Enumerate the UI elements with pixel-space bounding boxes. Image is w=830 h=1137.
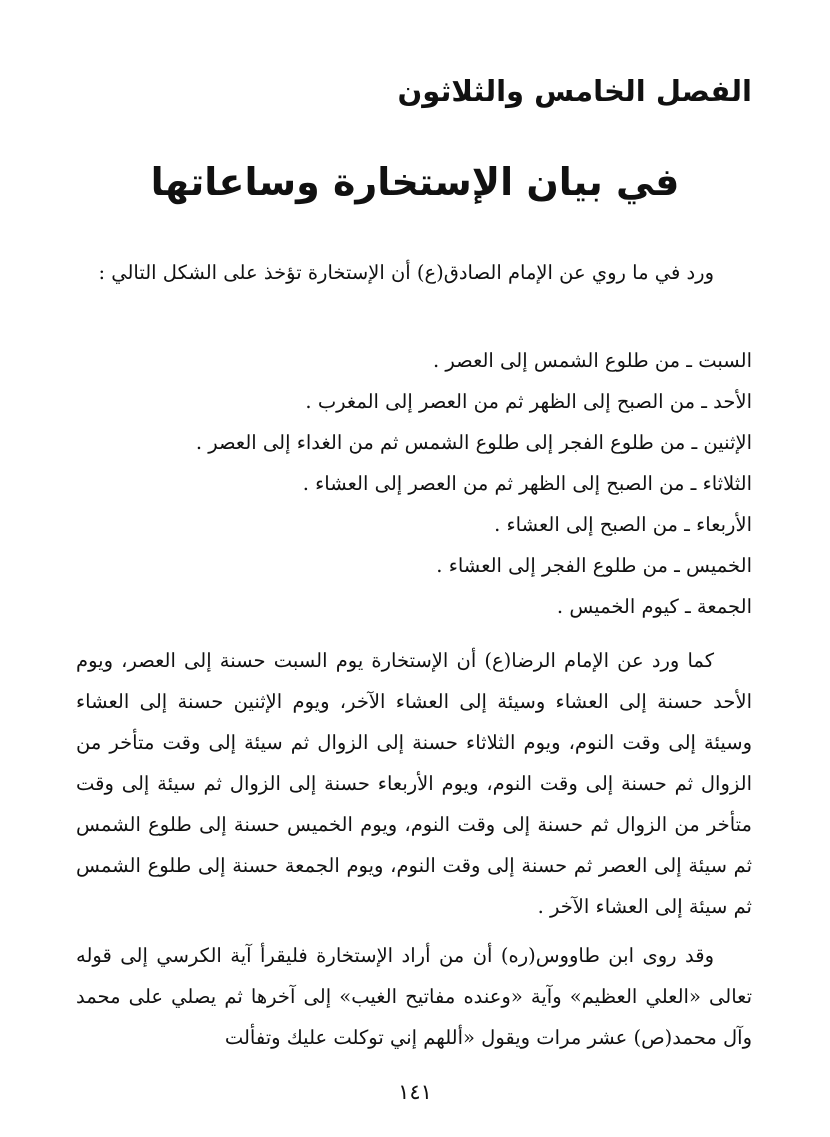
intro-paragraph: ورد في ما روي عن الإمام الصادق(ع) أن الإستخارة تؤخذ على الشكل التالي : — [98, 261, 714, 284]
list-item: الخميس ـ من طلوع الفجر إلى العشاء . — [436, 554, 752, 577]
section-title: في بيان الإستخارة وساعاتها — [150, 160, 680, 204]
list-item: الإثنين ـ من طلوع الفجر إلى طلوع الشمس ثم من الغداء إلى العصر . — [195, 431, 752, 454]
tawus-paragraph: وقد روى ابن طاووس(ره) أن من أراد الإستخارة فليقرأ آية الكرسي إلى قوله تعالى «العلي العظيم» وآية «وعنده مفاتيح الغيب» إلى آخرها ثم يصلي على محمد وآل محمد(ص) عشر مرات ويقول «أللهم إني توكلت عليك وتفألت — [76, 944, 752, 1049]
rida-paragraph: كما ورد عن الإمام الرضا(ع) أن الإستخارة يوم السبت حسنة إلى العصر، ويوم الأحد حسنة إلى العشاء وسيئة إلى العشاء الآخر، ويوم الإثنين حسنة إلى العشاء وسيئة إلى وقت النوم، ويوم الثلاثاء حسنة إلى الزوال ثم سيئة إلى وقت متأخر من الزوال ثم حسنة إلى وقت النوم، ويوم الأربعاء حسنة إلى الزوال ثم سيئة إلى وقت متأخر من الزوال ثم حسنة إلى وقت النوم، ويوم الخميس حسنة إلى طلوع الشمس ثم سيئة إلى العصر ثم حسنة إلى وقت النوم، ويوم الجمعة حسنة إلى طلوع الشمس ثم سيئة إلى العشاء الآخر . — [76, 649, 752, 918]
day-times-list — [112, 340, 752, 627]
list-item: السبت ـ من طلوع الشمس إلى العصر . — [433, 349, 752, 372]
page-number: ١٤١ — [398, 1080, 432, 1104]
list-item: الجمعة ـ كيوم الخميس . — [556, 595, 752, 618]
list-item: الأربعاء ـ من الصبح إلى العشاء . — [494, 513, 752, 536]
chapter-title: الفصل الخامس والثلاثون — [397, 74, 752, 108]
list-item: الثلاثاء ـ من الصبح إلى الظهر ثم من العصر إلى العشاء . — [302, 472, 752, 495]
list-item: الأحد ـ من الصبح إلى الظهر ثم من العصر إلى المغرب . — [305, 390, 752, 413]
